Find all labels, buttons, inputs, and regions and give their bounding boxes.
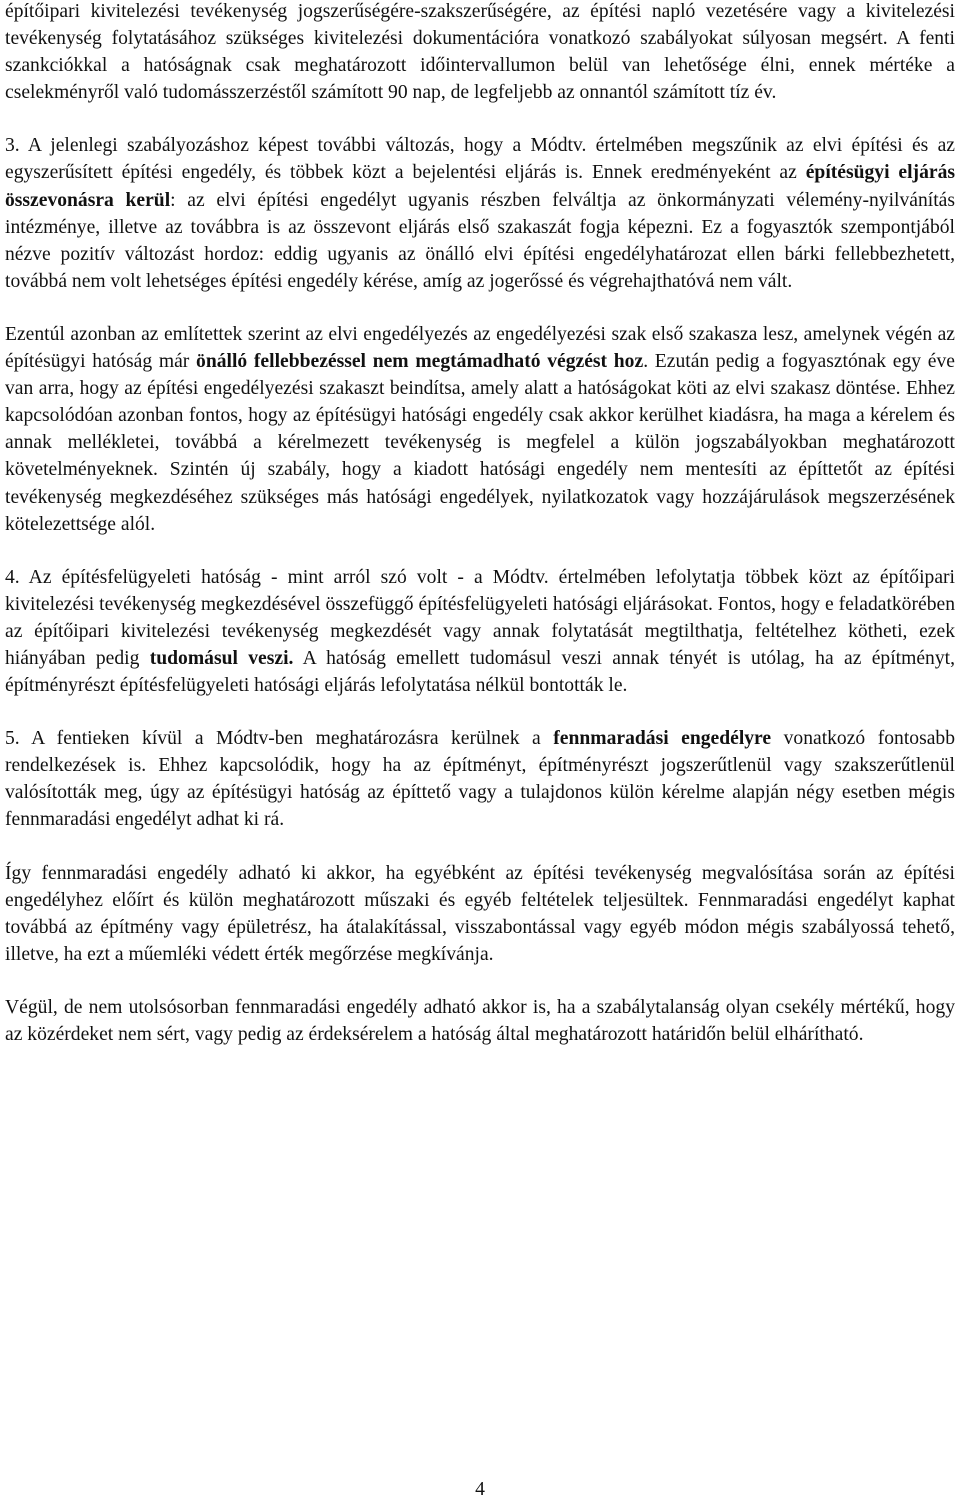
paragraph-text: 3. A jelenlegi szabályozáshoz képest további változás, hogy a Módtv. értelmében megszűnik az elvi építési és az egyszerűsített építési engedély, és többek közt a bejelentési eljárás is. Ennek eredményeként az: [5, 135, 955, 184]
paragraph-text: . Ezután pedig a fogyasztónak egy éve van arra, hogy az építési engedélyezési szakaszt beindítsa, amely alatt a hatóságokat köti az elvi szakasz döntése. Ehhez kapcsolódóan azonban fontos, hogy az építésügyi hatósági engedély csak akkor kerülhet kiadásra, ha maga a kérelem és annak mellékletei, továbbá a kérelmezett tevékenység is megfelel a külön jogszabályokban meghatározott követelményeknek. Szintén új szabály, hogy a kiadott hatósági engedély nem mentesíti az építtetőt az építési tevékenység megkezdéséhez szükséges más hatósági engedélyek, nyilatkozatok vagy hozzájárulások megszerzésének kötelezettsége alól.: [5, 351, 955, 535]
bold-emphasis: építésügyi eljárás összevonásra kerül: [5, 162, 955, 211]
paragraph-text: építőipari kivitelezési tevékenység jogszerűségére-szakszerűségére, az építési napló vezetésére vagy a kivitelezési tevékenység folytatásához szükséges kivitelezési dokumentációra vonatkozó szabályokat súlyosan megsért. A fenti szankciókkal a hatóságnak csak meghatározott időintervallumon belül van lehetősége élni, ennek mértéke a cselekményről való tudomásszerzéstől számított 90 nap, de legfeljebb az onnantól számított tíz év.: [5, 1, 955, 104]
paragraph-retention-conditions: [5, 860, 955, 968]
paragraph-text: Így fennmaradási engedély adható ki akkor, ha egyébként az építési tevékenység megvalósítása során az építési engedélyhez előírt és külön meghatározott műszaki és egyéb feltételek teljesültek. Fennmaradási engedélyt kaphat továbbá az építmény vagy épületrész, ha átalakítással, visszabontással vagy egyéb módon mégis szabályossá tehető, illetve, ha ezt a műemléki védett érték megőrzése megkívánja.: [5, 862, 955, 965]
bold-emphasis: fennmaradási engedélyre: [553, 728, 772, 750]
document-page: [5, 0, 955, 1048]
page-number: 4: [475, 1479, 485, 1500]
paragraph-permitting-phase: [5, 321, 955, 538]
paragraph-text: A hatóság emellett tudomásul veszi annak tényét is utólag, ha az építményt, építményrészt építésfelügyeleti hatósági eljárás lefolytatása nélkül bontották le.: [5, 647, 955, 697]
paragraph-text: Végül, de nem utolsósorban fennmaradási engedély adható akkor is, ha a szabálytalanság olyan csekély mértékű, hogy az közérdeket nem sért, vagy pedig az érdeksérelem a hatóság által meghatározott határidőn belül elhárítható.: [5, 996, 955, 1045]
paragraph-text: Ezentúl azonban az említettek szerint az elvi engedélyezés az engedélyezési szak első szakasza lesz, amelynek végén az építésügyi hatóság már: [5, 323, 955, 373]
paragraph-text: vonatkozó fontosabb rendelkezések is. Ehhez kapcsolódik, hogy ha az építményt, építményrészt jogszerűtlenül vagy szakszerűtlenül valósították meg, úgy az építésügyi hatóság az építtető vagy a tulajdonos külön kérelme alapján négy esetben mégis fennmaradási engedélyt adhat ki rá.: [5, 728, 955, 831]
paragraph-final: [5, 994, 955, 1048]
bold-emphasis: tudomásul veszi.: [149, 647, 294, 669]
bold-emphasis: önálló fellebbezéssel nem megtámadható végzést hoz: [196, 351, 644, 373]
paragraph-section-3: [5, 132, 955, 295]
paragraph-section-4: [5, 564, 955, 699]
paragraph-section-5: [5, 725, 955, 833]
paragraph-sanctions: [5, 0, 955, 106]
paragraph-text: 4. Az építésfelügyeleti hatóság - mint arról szó volt - a Módtv. értelmében lefolytatja többek közt az építőipari kivitelezési tevékenység megkezdésével összefüggő építésfelügyeleti hatósági eljárásokat. Fontos, hogy e feladatkörében az építőipari kivitelezési tevékenység megkezdését vagy annak folytatását megtilthatja, feltételhez kötheti, ezek hiányában pedig: [5, 566, 955, 669]
paragraph-text: : az elvi építési engedélyt ugyanis részben felváltja az önkormányzati vélemény-nyilvánítás intézménye, illetve az továbbra is az összevont eljárás első szakaszát fogja képezni. Ez a fogyasztók szempontjából nézve pozitív változást hordoz: eddig ugyanis az önálló elvi építési engedélyhatározat ellen bárki fellebbezhetett, továbbá nem volt lehetséges építési engedély kérése, amíg az jogerőssé és végrehajthatóvá nem vált.: [5, 189, 955, 292]
paragraph-text: 5. A fentieken kívül a Módtv-ben meghatározásra kerülnek a: [5, 728, 554, 750]
